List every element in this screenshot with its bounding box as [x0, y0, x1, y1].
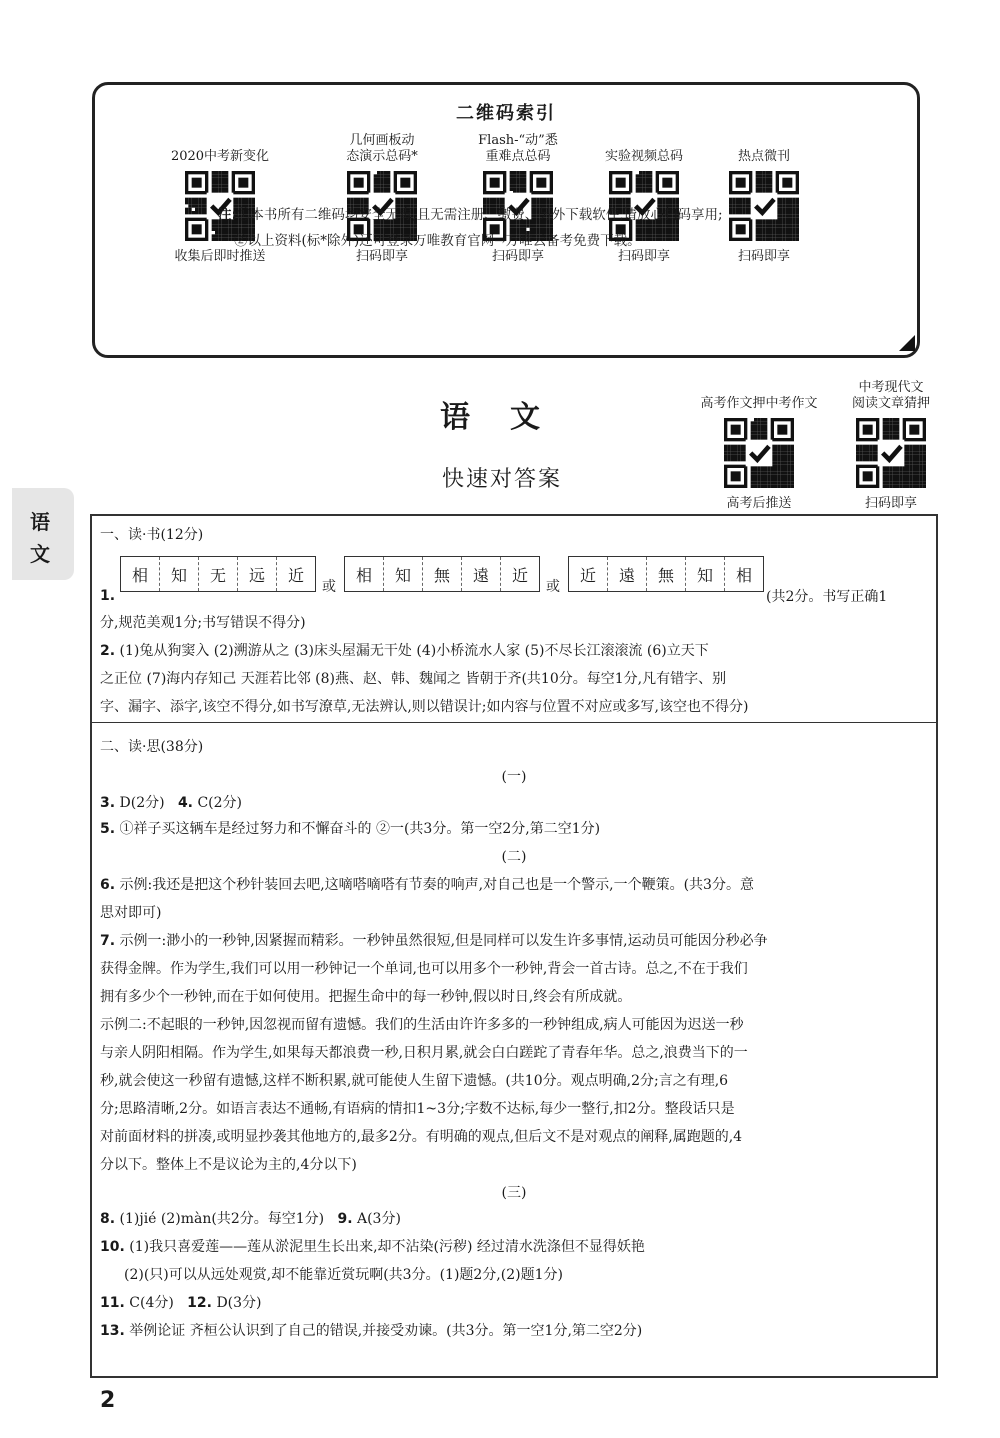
- grid-char: 无: [199, 557, 238, 591]
- qr-caption: 扫码即享: [864, 496, 917, 511]
- question-number: 6.: [100, 877, 116, 893]
- qr-code-icon[interactable]: [724, 418, 794, 488]
- qr-index-title: 二维码索引: [456, 103, 556, 124]
- section-heading: 二、读·思(38分): [100, 739, 204, 755]
- grid-char: 遠: [462, 557, 501, 591]
- answer-box: [90, 514, 938, 1378]
- question-number: 9.: [337, 1211, 353, 1227]
- answer-text: (2)(只)可以从远处观赏,却不能靠近赏玩啊(共3分。(1)题2分,(2)题1分): [124, 1267, 563, 1283]
- answer-text: 字、漏字、添字,该空不得分,如书写潦草,无法辨认,则以错误计;如内容与位置不对应或多写,该空也不得分): [100, 699, 749, 715]
- answer-text: 示例:我还是把这个秒针装回去吧,这嘀嗒嘀嗒有节奏的响声,对自己也是一个警示,一个鞭策。(共3分。意: [119, 877, 754, 893]
- answer-text: C(2分): [197, 795, 242, 811]
- grid-char: 遠: [608, 557, 647, 591]
- qr-caption: 扫码即享: [617, 249, 670, 264]
- answer-text: (共2分。书写正确1: [766, 589, 888, 605]
- answer-text: 对前面材料的拼凑,或明显抄袭其他地方的,最多2分。有明确的观点,但后文不是对观点的阐释,属跑题的,4: [100, 1129, 743, 1145]
- qr-item[interactable]: [826, 378, 956, 511]
- answer-text: 获得金牌。作为学生,我们可以用一秒钟记一个单词,也可以用多个一秒钟,背会一首古诗。总之,不在于我们: [100, 961, 748, 977]
- side-tab-char: 文: [30, 542, 50, 566]
- question-number: 4.: [177, 795, 193, 811]
- grid-char: 知: [384, 557, 423, 591]
- answer-text: ①祥子买这辆车是经过努力和不懈奋斗的 ②一(共3分。第一空2分,第二空1分): [119, 821, 601, 837]
- answer-text: 秒,就会使这一秒留有遗憾,这样不断积累,就可能使人生留下遗憾。(共10分。观点明确,2分;言之有理,6: [100, 1073, 729, 1089]
- answer-text: (1)我只喜爱莲——莲从淤泥里生长出来,却不沾染(污秽) 经过清水洗涤但不显得妖艳: [129, 1239, 645, 1255]
- section-heading: 一、读·书(12分): [100, 527, 204, 543]
- qr-code-icon[interactable]: [729, 171, 799, 241]
- qr-code-icon[interactable]: [856, 418, 926, 488]
- side-tab-char: 语: [30, 510, 50, 534]
- char-grid: [344, 556, 540, 592]
- char-grid: [120, 556, 316, 592]
- question-number: 2.: [100, 643, 116, 659]
- grid-char: 無: [423, 557, 462, 591]
- qr-notes: [122, 202, 723, 254]
- question-number: 3.: [100, 795, 116, 811]
- grid-char: 相: [345, 557, 384, 591]
- or-text: 或: [322, 579, 336, 595]
- question-number: 8.: [100, 1211, 116, 1227]
- answer-text: 与亲人阴阳相隔。作为学生,如果每天都浪费一秒,日积月累,就会白白蹉跎了青春年华。总之,浪费当下的一: [100, 1045, 748, 1061]
- grid-char: 相: [735, 565, 752, 585]
- qr-caption: 高考后推送: [726, 496, 792, 511]
- note-prefix: 注:: [218, 207, 237, 223]
- grid-char: 相: [121, 557, 160, 591]
- answer-text: D(3分): [216, 1295, 262, 1311]
- question-number: 12.: [187, 1295, 212, 1311]
- answer-text: 分以下。整体上不是议论为主的,4分以下): [100, 1157, 357, 1173]
- qr-caption: 扫码即享: [355, 249, 408, 264]
- answer-text: (1)兔从狗窦入 (2)溯游从之 (3)床头屋漏无干处 (4)小桥流水人家 (5)不尽长江滚滚流 (6)立天下: [119, 643, 709, 659]
- answer-title: 快速对答案: [442, 467, 563, 492]
- page-number: 2: [100, 1388, 116, 1413]
- answer-text: 拥有多少个一秒钟,而在于如何使用。把握生命中的每一秒钟,假以时日,终会有所成就。: [100, 989, 632, 1005]
- question-number: 5.: [100, 821, 116, 837]
- grid-char: 知: [160, 557, 199, 591]
- grid-char: 無: [647, 557, 686, 591]
- grid-char: 远: [238, 557, 277, 591]
- qr-label: 实验视频总码: [604, 149, 683, 164]
- answer-text: 举例论证 齐桓公认识到了自己的错误,并接受劝谏。(共3分。第一空1分,第二空2分): [129, 1323, 643, 1339]
- or-text: 或: [546, 579, 560, 595]
- note-1: ①本书所有二维码均安全无毒,且无需注册、缴费、另外下载软件,请放心扫码享用;: [236, 207, 723, 223]
- passage-number: (三): [501, 1185, 527, 1201]
- qr-item[interactable]: [694, 378, 824, 511]
- answer-text: 示例二:不起眼的一秒钟,因忽视而留有遗憾。我们的生活由许许多多的一秒钟组成,病人可能因为迟送一秒: [100, 1017, 744, 1033]
- note-2: ②以上资料(标*除外)还可登录万唯教育官网→万唯云备考免费下载。: [234, 233, 641, 249]
- qr-label: 高考作文押中考作文: [700, 396, 818, 411]
- qr-label: Flash-“动”悉 重难点总码: [478, 133, 558, 164]
- qr-label: 中考现代文 阅读文章猜押: [851, 380, 930, 411]
- grid-char: 近: [511, 565, 528, 585]
- answer-text: C(4分): [129, 1295, 174, 1311]
- grid-char: 近: [287, 565, 304, 585]
- qr-label: 2020中考新变化: [170, 149, 270, 164]
- question-number: 11.: [100, 1295, 125, 1311]
- qr-caption: 收集后即时推送: [174, 249, 266, 264]
- grid-char: 知: [686, 557, 725, 591]
- answer-text: (1)jié (2)màn(共2分。每空1分): [119, 1211, 325, 1227]
- char-grid: [568, 556, 764, 592]
- grid-char: 近: [569, 557, 608, 591]
- divider: [92, 722, 936, 723]
- qr-caption: 扫码即享: [737, 249, 790, 264]
- qr-label: 热点微刊: [737, 149, 790, 164]
- subject-title: 语文: [440, 400, 580, 435]
- answer-text: A(3分): [356, 1211, 401, 1227]
- qr-caption: 扫码即享: [491, 249, 544, 264]
- answer-text: 分,规范美观1分;书写错误不得分): [100, 615, 306, 631]
- question-number: 10.: [100, 1239, 125, 1255]
- corner-triangle: [899, 335, 915, 351]
- passage-number: (二): [501, 849, 527, 865]
- question-number: 7.: [100, 933, 116, 949]
- answer-text: 思对即可): [100, 905, 162, 921]
- answer-text: 之正位 (7)海内存知己 天涯若比邻 (8)燕、赵、韩、魏闻之 皆朝于齐(共10分。每空1分,凡有错字、别: [100, 671, 727, 687]
- question-number: 1.: [100, 588, 116, 604]
- question-number: 13.: [100, 1323, 125, 1339]
- answer-text: 分;思路清晰,2分。如语言表达不通畅,有语病的情扣1~3分;字数不达标,每少一整行,扣2分。整段话只是: [100, 1101, 735, 1117]
- passage-number: (一): [501, 769, 527, 785]
- side-tab: [12, 488, 74, 580]
- answer-text: 示例一:渺小的一秒钟,因紧握而精彩。一秒钟虽然很短,但是同样可以发生许多事情,运动员可能因分秒必争: [119, 933, 768, 949]
- answer-text: D(2分): [119, 795, 165, 811]
- qr-label: 几何画板动 态演示总码*: [346, 133, 418, 164]
